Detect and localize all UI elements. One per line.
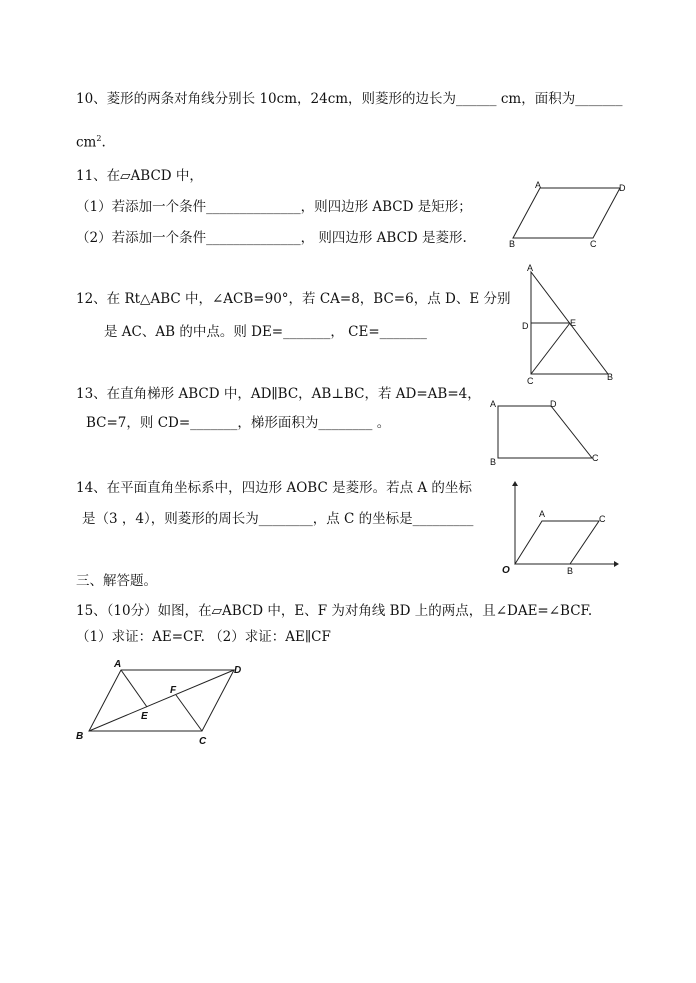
q13-label-a: A <box>490 399 497 409</box>
q12-label-a: A <box>527 263 534 273</box>
q14-coordinate-figure <box>496 478 620 578</box>
q10-unit-exponent: 2 <box>96 134 102 143</box>
q14-y-arrow-icon <box>512 481 518 486</box>
q10-period: . <box>101 134 106 151</box>
q15-line2: （1）求证：AE=CF. （2）求证：AE∥CF <box>76 629 331 645</box>
q14-x-arrow-icon <box>614 561 619 567</box>
q14-rhombus <box>515 521 599 564</box>
q14-label-b: B <box>567 566 574 576</box>
q12-label-e: E <box>570 318 577 328</box>
q11-title: 11、在▱ABCD 中， <box>76 168 203 184</box>
q11-parallelogram <box>513 188 620 238</box>
q12-label-c: C <box>527 376 534 386</box>
section3-heading: 三、解答题。 <box>76 573 157 589</box>
q15-segment-cf <box>176 695 202 731</box>
q12-segment-ce <box>531 323 570 374</box>
q15-label-c: C <box>199 736 207 747</box>
q13-trapezoid <box>498 406 592 458</box>
q15-label-b: B <box>76 731 84 742</box>
q14-label-a: A <box>539 509 546 519</box>
q14-label-c: C <box>599 514 606 524</box>
q15-label-f: F <box>170 685 177 696</box>
q13-label-c: C <box>592 453 599 463</box>
q10-unit: cm <box>76 134 97 151</box>
q12-line2: 是 AC、AB 的中点。则 DE=_______， CE=_______ <box>104 324 427 340</box>
q14-line1: 14、在平面直角坐标系中，四边形 AOBC 是菱形。若点 A 的坐标 <box>76 480 472 496</box>
q11-label-a: A <box>535 180 542 190</box>
q11-parallelogram-figure <box>505 178 630 250</box>
q15-segment-ae <box>121 670 147 707</box>
q14-line2: 是（3 ，4），则菱形的周长为________，点 C 的坐标是_________ <box>82 511 474 527</box>
q13-label-b: B <box>490 457 497 467</box>
q10-line2 <box>76 130 106 152</box>
q15-label-d: D <box>234 665 242 676</box>
q13-label-d: D <box>550 399 557 409</box>
q11-part2: （2）若添加一个条件______________， 则四边形 ABCD 是菱形. <box>76 230 467 246</box>
q12-label-b: B <box>607 372 614 382</box>
q13-trapezoid-figure <box>486 396 606 468</box>
q12-line1: 12、在 Rt△ABC 中，∠ACB=90°，若 CA=8，BC=6，点 D、E 分别 <box>76 291 511 307</box>
q13-line2: BC=7，则 CD=_______，梯形面积为________ 。 <box>86 415 391 431</box>
q15-label-e: E <box>141 711 148 722</box>
q15-diagonal-bd <box>89 670 234 731</box>
q10-line1: 10、菱形的两条对角线分别长 10cm，24cm，则菱形的边长为______ cm，面积为_______ <box>76 91 623 107</box>
q11-part1: （1）若添加一个条件______________，则四边形 ABCD 是矩形； <box>76 199 472 215</box>
q11-label-b: B <box>509 239 516 249</box>
q13-line1: 13、在直角梯形 ABCD 中，AD∥BC，AB⊥BC，若 AD=AB=4， <box>76 386 481 402</box>
q15-label-a: A <box>114 659 122 670</box>
q12-triangle-figure <box>518 262 623 387</box>
q11-label-d: D <box>619 183 626 193</box>
q15-parallelogram-figure <box>72 656 252 750</box>
q15-line1: 15、（10分）如图，在▱ABCD 中，E、F 为对角线 BD 上的两点，且∠DAE=∠BCF. <box>76 603 593 619</box>
q11-label-c: C <box>590 239 597 249</box>
q14-label-o: O <box>502 565 510 576</box>
q12-label-d: D <box>522 321 529 331</box>
